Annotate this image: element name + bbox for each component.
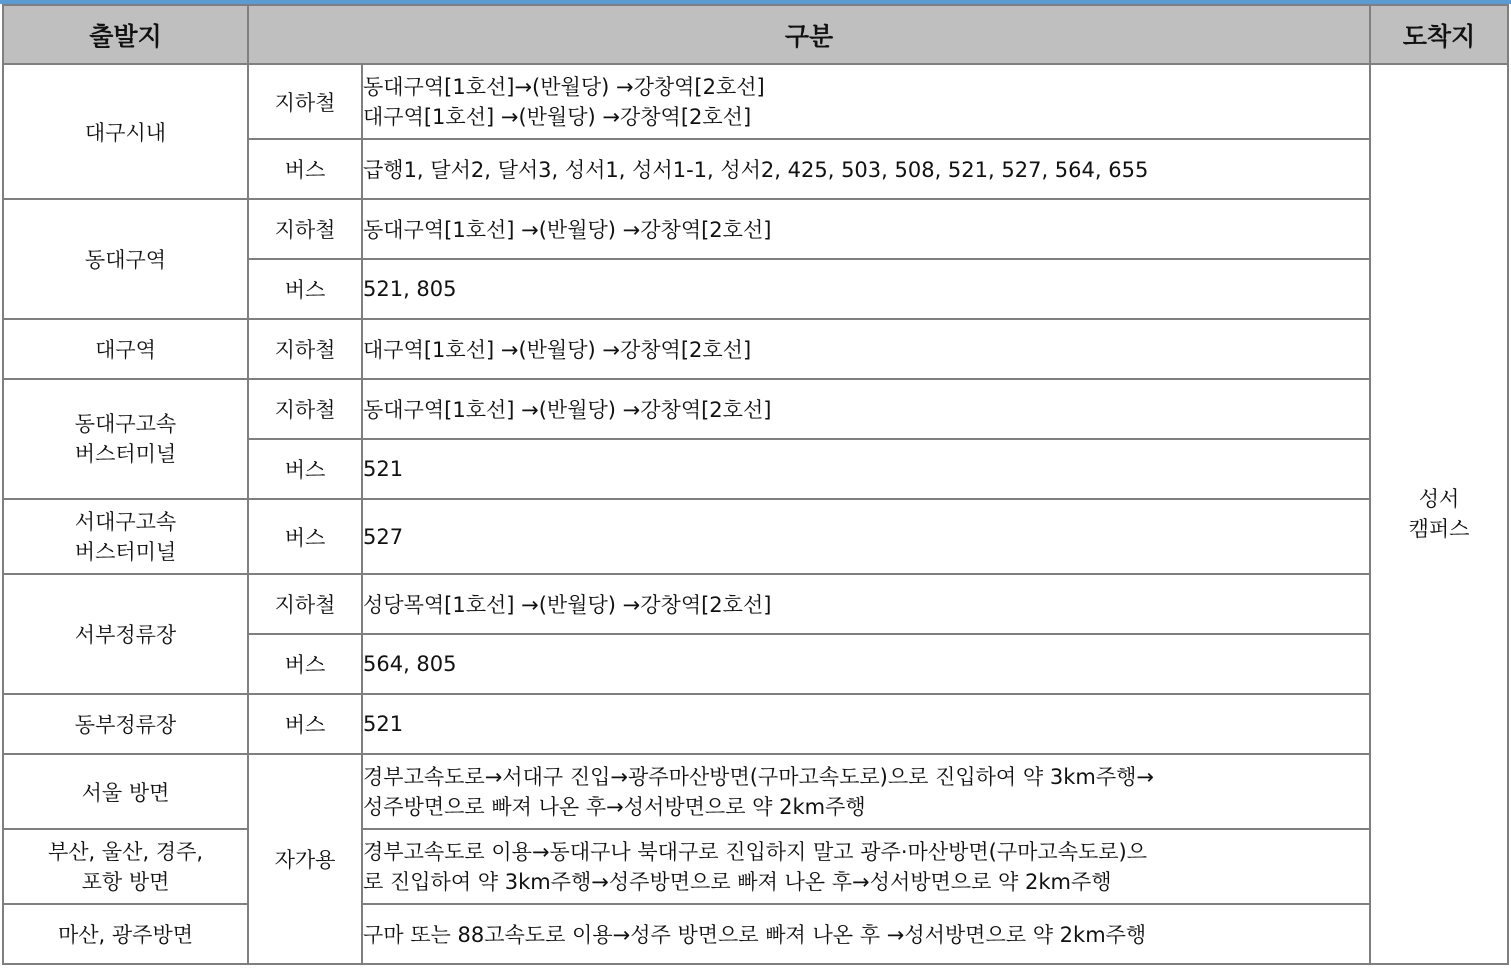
origin-cell: 동부정류장 bbox=[3, 694, 248, 754]
route-line: 경부고속도로→서대구 진입→광주마산방면(구마고속도로)으로 진입하여 약 3km주행→ bbox=[363, 764, 1155, 789]
table-row bbox=[3, 379, 1508, 439]
origin-line: 포항 방면 bbox=[81, 869, 170, 894]
destination-cell bbox=[1370, 64, 1508, 964]
type-cell-bus: 버스 bbox=[248, 439, 362, 499]
car-route-cell: 구마 또는 88고속도로 이용→성주 방면으로 빠져 나온 후 →성서방면으로 약 2km주행 bbox=[362, 904, 1370, 964]
car-route-cell bbox=[362, 829, 1370, 904]
type-cell-bus: 버스 bbox=[248, 499, 362, 574]
origin-line: 버스터미널 bbox=[74, 539, 177, 564]
table-row bbox=[3, 574, 1508, 634]
route-cell: 동대구역[1호선] →(반월당) →강창역[2호선] bbox=[362, 199, 1370, 259]
table-row bbox=[3, 829, 1508, 904]
bus-list-cell: 521 bbox=[362, 439, 1370, 499]
table-row bbox=[3, 904, 1508, 964]
origin-cell: 서울 방면 bbox=[3, 754, 248, 829]
origin-cell: 동대구역 bbox=[3, 199, 248, 319]
origin-cell: 대구역 bbox=[3, 319, 248, 379]
origin-cell: 마산, 광주방면 bbox=[3, 904, 248, 964]
type-cell-subway: 지하철 bbox=[248, 64, 362, 139]
table-row bbox=[3, 499, 1508, 574]
origin-cell bbox=[3, 829, 248, 904]
type-cell-bus: 버스 bbox=[248, 259, 362, 319]
header-origin: 출발지 bbox=[3, 5, 248, 64]
bus-list-cell: 564, 805 bbox=[362, 634, 1370, 694]
origin-cell: 대구시내 bbox=[3, 64, 248, 199]
table-row bbox=[3, 319, 1508, 379]
route-cell: 동대구역[1호선] →(반월당) →강창역[2호선] bbox=[362, 379, 1370, 439]
header-destination: 도착지 bbox=[1370, 5, 1508, 64]
type-cell-subway: 지하철 bbox=[248, 574, 362, 634]
type-cell-subway: 지하철 bbox=[248, 199, 362, 259]
origin-cell bbox=[3, 499, 248, 574]
type-cell-subway: 지하철 bbox=[248, 319, 362, 379]
table-row bbox=[3, 694, 1508, 754]
origin-line: 부산, 울산, 경주, bbox=[47, 839, 204, 864]
table-row bbox=[3, 199, 1508, 259]
bus-list-cell: 급행1, 달서2, 달서3, 성서1, 성서1-1, 성서2, 425, 503, 508, 521, 527, 564, 655 bbox=[362, 139, 1370, 199]
destination-line: 성서 bbox=[1418, 487, 1460, 511]
type-cell-bus: 버스 bbox=[248, 634, 362, 694]
origin-line: 버스터미널 bbox=[74, 442, 177, 466]
route-line: 대구역[1호선] →(반월당) →강창역[2호선] bbox=[363, 104, 752, 129]
bus-list-cell: 521 bbox=[362, 694, 1370, 754]
type-cell-bus: 버스 bbox=[248, 694, 362, 754]
bus-list-cell: 527 bbox=[362, 499, 1370, 574]
route-cell: 대구역[1호선] →(반월당) →강창역[2호선] bbox=[362, 319, 1370, 379]
table-row bbox=[3, 64, 1508, 139]
route-line: 로 진입하여 약 3km주행→성주방면으로 빠져 나온 후→성서방면으로 약 2km주행 bbox=[363, 869, 1112, 894]
type-cell-car: 자가용 bbox=[248, 754, 362, 964]
origin-line: 동대구고속 bbox=[74, 412, 177, 436]
table-row bbox=[3, 754, 1508, 829]
route-cell: 성당목역[1호선] →(반월당) →강창역[2호선] bbox=[362, 574, 1370, 634]
route-line: 경부고속도로 이용→동대구나 북대구로 진입하지 말고 광주·마산방면(구마고속도로)으 bbox=[363, 839, 1148, 864]
origin-cell bbox=[3, 379, 248, 499]
origin-line: 서대구고속 bbox=[74, 509, 177, 534]
origin-cell: 서부정류장 bbox=[3, 574, 248, 694]
route-line: 동대구역[1호선]→(반월당) →강창역[2호선] bbox=[363, 74, 765, 99]
type-cell-bus: 버스 bbox=[248, 139, 362, 199]
car-route-cell bbox=[362, 754, 1370, 829]
bus-list-cell: 521, 805 bbox=[362, 259, 1370, 319]
route-cell bbox=[362, 64, 1370, 139]
directions-table bbox=[2, 4, 1509, 965]
destination-line: 캠퍼스 bbox=[1408, 517, 1470, 541]
route-line: 성주방면으로 빠져 나온 후→성서방면으로 약 2km주행 bbox=[363, 794, 866, 819]
type-cell-subway: 지하철 bbox=[248, 379, 362, 439]
header-category: 구분 bbox=[248, 5, 1370, 64]
